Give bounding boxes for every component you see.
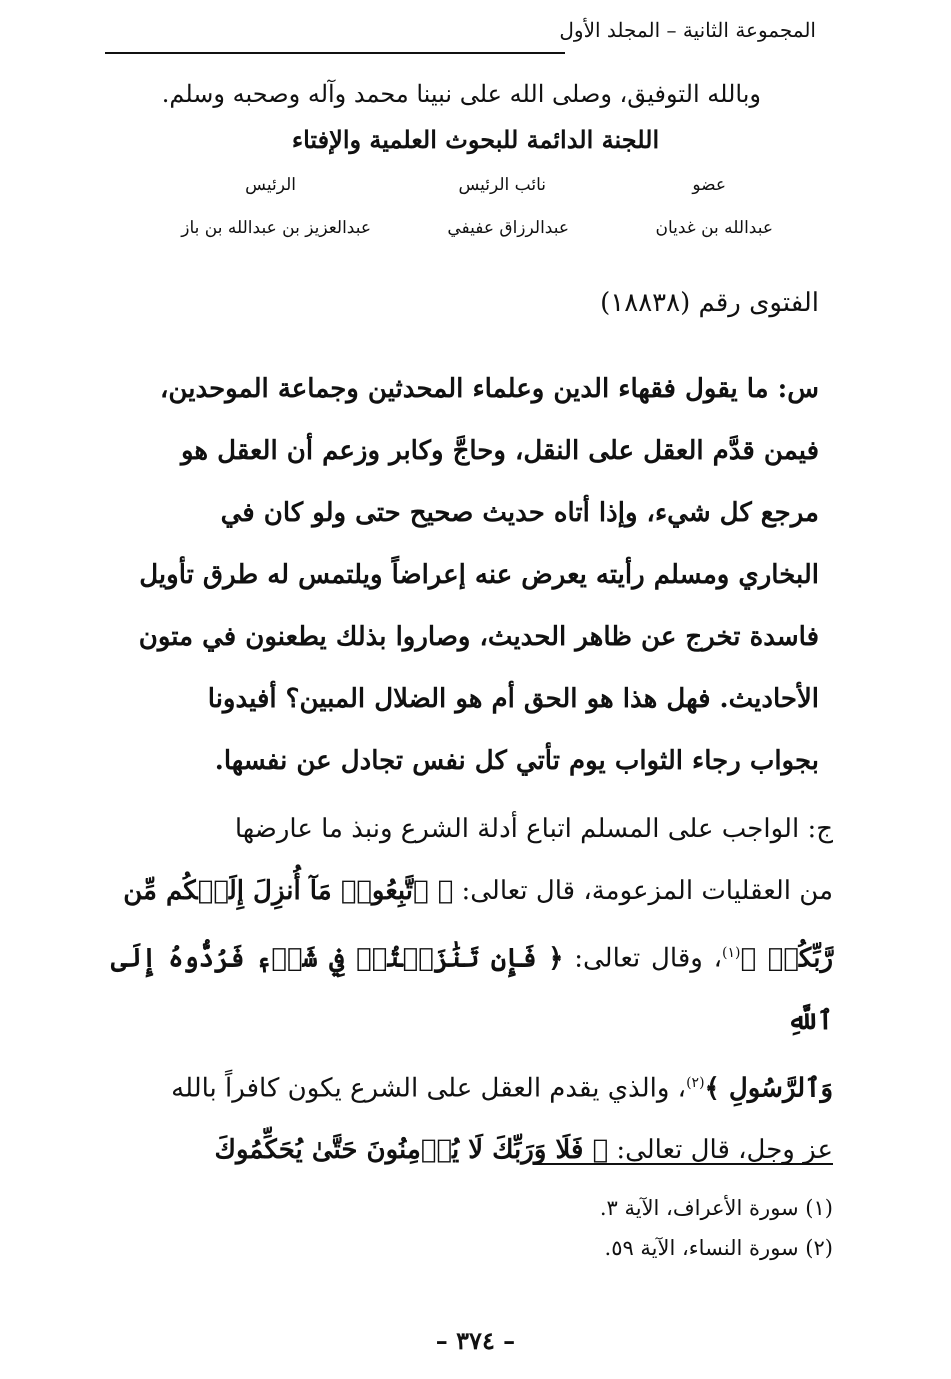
question-line: فيمن قدَّم العقل على النقل، وحاجَّ وكابر وزعم أن العقل هو [180,436,819,466]
footnote: (٢) سورة النساء، الآية ٥٩. [604,1236,833,1260]
question-paragraph [109,358,819,792]
answer-text: من العقليات المزعومة، قال تعالى: [461,876,833,906]
footnote-marker[interactable]: (٢) [686,1074,705,1091]
question-line: بجواب رجاء الثواب يوم تأتي كل نفس تجادل عن نفسها. [214,746,819,776]
question-line: س: ما يقول فقهاء الدين وعلماء المحدثين وجماعة الموحدين، [160,374,819,404]
answer-text: ، وقال تعالى: [574,943,723,974]
signatory-name-member: عبدالله بن غديان [655,218,773,238]
answer-line [111,1119,833,1181]
fatwa-number: الفتوى رقم (١٨٨٣٨) [600,288,819,318]
signatory-role-vice-president: نائب الرئيس [458,175,546,195]
footnote-marker[interactable]: (١) [722,945,741,961]
answer-line [111,922,833,1052]
answer-line [111,1052,833,1120]
answer-text: ، والذي يقدم العقل على الشرع يكون كافراً بالله [171,1073,687,1104]
quran-verse: ﴿ ٱتَّبِعُوا۟ مَآ أُنزِلَ إِلَيۡكُم مِّن [123,876,454,906]
running-header: المجموعة الثانية – المجلد الأول [559,18,816,42]
signatory-role-member: عضو [692,175,726,195]
answer-paragraph [111,798,833,1181]
question-line: فاسدة تخرج عن ظاهر الحديث، وصاروا بذلك يطعنون في متون [138,622,819,652]
answer-line [111,860,833,922]
answer-text: عز وجل، قال تعالى: [616,1135,833,1166]
quran-verse: وَٱلرَّسُولِ ﴾ [704,1073,833,1104]
footnote-rule [533,1163,833,1165]
quran-verse: رَّبِّكُمۡ ﴾ [740,943,834,974]
answer-line: ج: الواجب على المسلم اتباع أدلة الشرع ونبذ ما عارضها [234,814,833,844]
signatory-role-president: الرئيس [245,175,296,195]
quran-verse: ﴿ فَإِن تَنَٰزَعۡتُمۡ فِي شَيۡءٖ فَرُدُّوهُ إِلَى ٱللَّهِ [111,943,833,1036]
committee-name-text: اللجنة الدائمة للبحوث العلمية والإفتاء [291,125,660,154]
committee-name [0,125,951,154]
question-line: البخاري ومسلم رأيته يعرض عنه إعراضاً ويلتمس له طرق تأويل [139,560,819,590]
question-line: مرجع كل شيء، وإذا أتاه حديث صحيح حتى ولو كان في [220,498,819,528]
signatory-name-president: عبدالعزيز بن عبدالله بن باز [181,218,371,238]
closing-line: وبالله التوفيق، وصلى الله على نبينا محمد وآله وصحبه وسلم. [161,80,761,108]
question-line: الأحاديث. فهل هذا هو الحق أم هو الضلال المبين؟ أفيدونا [207,684,819,714]
quran-verse: ﴿ فَلَا وَرَبِّكَ لَا يُؤۡمِنُونَ حَتَّىٰ يُحَكِّمُوكَ [214,1135,609,1166]
header-rule [105,52,565,54]
footnote: (١) سورة الأعراف، الآية ٣. [599,1196,833,1220]
signatory-name-vice-president: عبدالرزاق عفيفي [447,218,569,238]
page-number: – ٣٧٤ – [435,1326,516,1355]
